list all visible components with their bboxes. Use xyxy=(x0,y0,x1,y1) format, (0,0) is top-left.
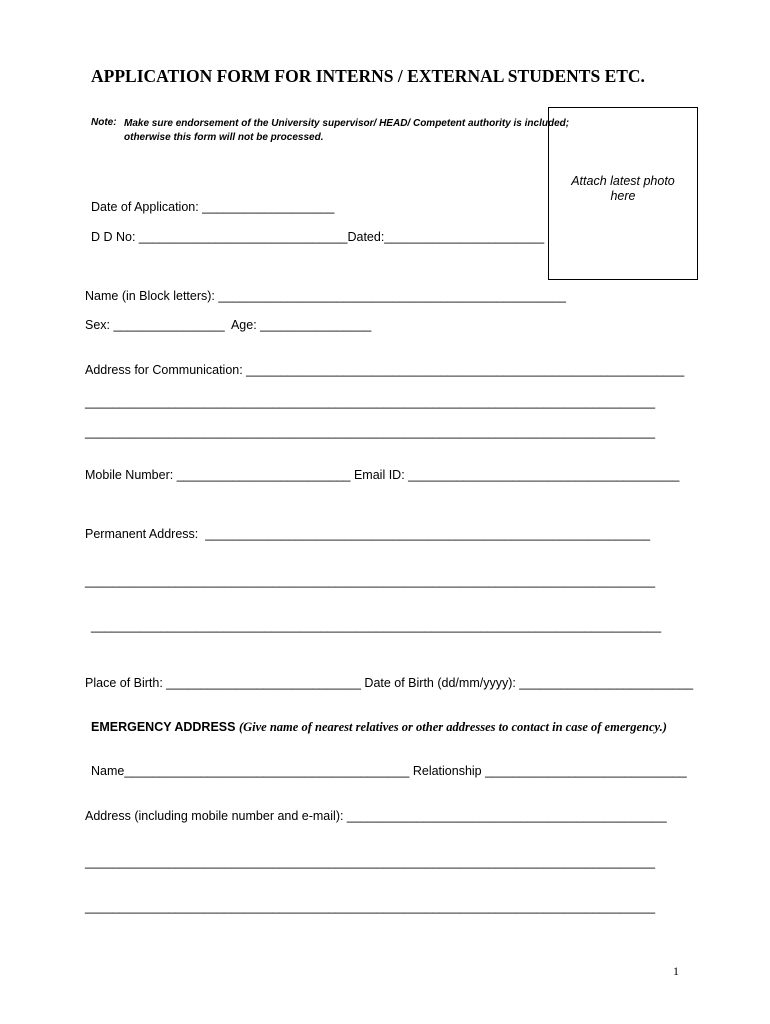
permanent-address-line-2[interactable]: __________________________________________________________________________________ xyxy=(85,574,656,588)
place-dob-field[interactable]: Place of Birth: ____________________________ Date of Birth (dd/mm/yyyy): _________________________ xyxy=(85,676,694,690)
emergency-name-relationship-field[interactable]: Name_________________________________________ Relationship _____________________________ xyxy=(91,764,687,778)
emergency-address-line-2[interactable]: __________________________________________________________________________________ xyxy=(85,855,656,869)
form-title: APPLICATION FORM FOR INTERNS / EXTERNAL STUDENTS ETC. xyxy=(91,66,645,86)
emergency-heading xyxy=(91,720,667,735)
emergency-address-field[interactable]: Address (including mobile number and e-mail): ______________________________________________ xyxy=(85,809,667,823)
note-line-1: Make sure endorsement of the University supervisor/ HEAD/ Competent authority is included; xyxy=(124,118,570,129)
address-communication-line-2[interactable]: __________________________________________________________________________________ xyxy=(85,395,656,409)
photo-instruction-line-2: here xyxy=(610,189,636,203)
dd-no-dated-field[interactable]: D D No: ______________________________Dated:_______________________ xyxy=(91,230,545,244)
address-communication-line-3[interactable]: __________________________________________________________________________________ xyxy=(85,425,656,439)
emergency-heading-bold: EMERGENCY ADDRESS xyxy=(91,720,236,734)
permanent-address-line-3[interactable]: __________________________________________________________________________________ xyxy=(91,619,662,633)
page-number: 1 xyxy=(673,964,679,978)
sex-age-field[interactable]: Sex: ________________ Age: ________________ xyxy=(85,318,372,332)
date-of-application-field[interactable]: Date of Application: ___________________ xyxy=(91,200,335,214)
emergency-heading-subtext: (Give name of nearest relatives or other addresses to contact in case of emergency.) xyxy=(238,720,667,734)
name-block-letters-field[interactable]: Name (in Block letters): __________________________________________________ xyxy=(85,289,566,303)
photo-instruction-line-1: Attach latest photo xyxy=(571,174,675,188)
mobile-email-field[interactable]: Mobile Number: _________________________ Email ID: _______________________________________ xyxy=(85,468,680,482)
note-label: Note: xyxy=(91,117,117,128)
permanent-address-field[interactable]: Permanent Address: ________________________________________________________________ xyxy=(85,527,651,541)
address-communication-field[interactable]: Address for Communication: _______________________________________________________________ xyxy=(85,363,685,377)
emergency-address-line-3[interactable]: __________________________________________________________________________________ xyxy=(85,900,656,914)
photo-instruction xyxy=(549,174,697,204)
photo-box[interactable] xyxy=(548,107,698,280)
note-line-2: otherwise this form will not be processed. xyxy=(124,132,324,143)
